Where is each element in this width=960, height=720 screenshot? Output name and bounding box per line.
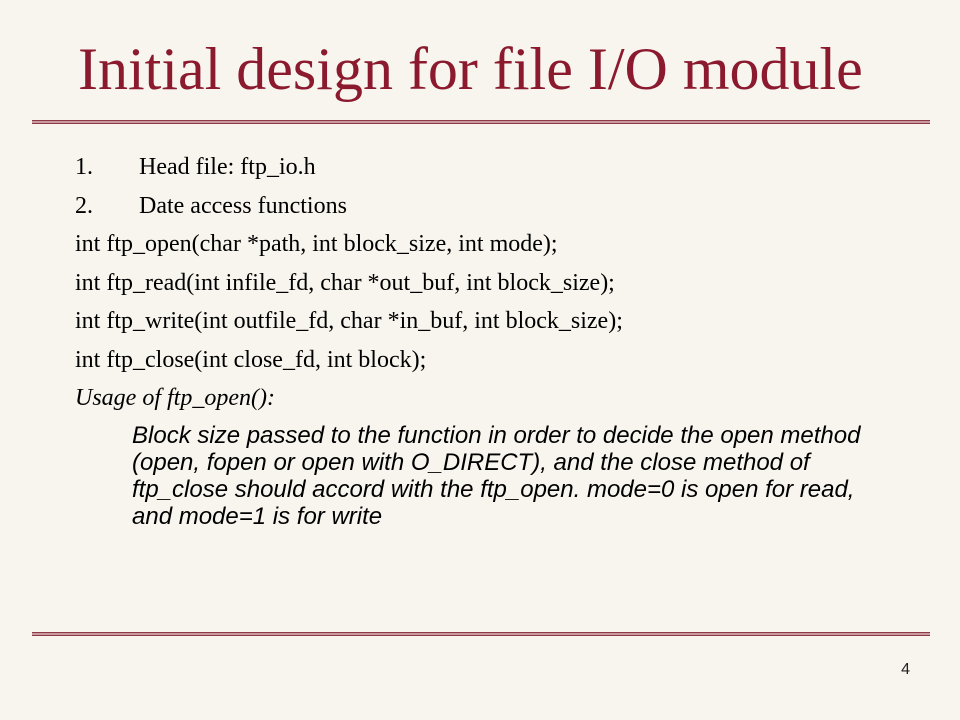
page-number: 4 [901, 661, 910, 678]
usage-heading: Usage of ftp_open(): [75, 385, 275, 411]
list-item [75, 148, 935, 187]
list-item-number: 1. [75, 154, 93, 180]
function-signature-write: int ftp_write(int outfile_fd, char *in_buf, int block_size); [75, 308, 623, 334]
function-signature-read: int ftp_read(int infile_fd, char *out_buf, int block_size); [75, 269, 615, 296]
list-item-text: Date access functions [139, 192, 347, 219]
slide-title: Initial design for file I/O module [78, 36, 863, 102]
usage-description: Block size passed to the function in order to decide the open method (open, fopen or open with O_DIRECT), and the close method of ftp_close should accord with the ftp_open. mode=0 is open for read, and mode=1 is for write [132, 421, 861, 530]
slide-content [75, 148, 935, 530]
function-signature-close: int ftp_close(int close_fd, int block); [75, 346, 427, 373]
function-signature-open: int ftp_open(char *path, int block_size, int mode); [75, 231, 558, 257]
list-item [75, 187, 935, 226]
footer-divider [32, 632, 930, 636]
title-divider [32, 120, 930, 124]
list-item-number: 2. [75, 192, 93, 219]
list-item-text: Head file: ftp_io.h [139, 154, 316, 180]
